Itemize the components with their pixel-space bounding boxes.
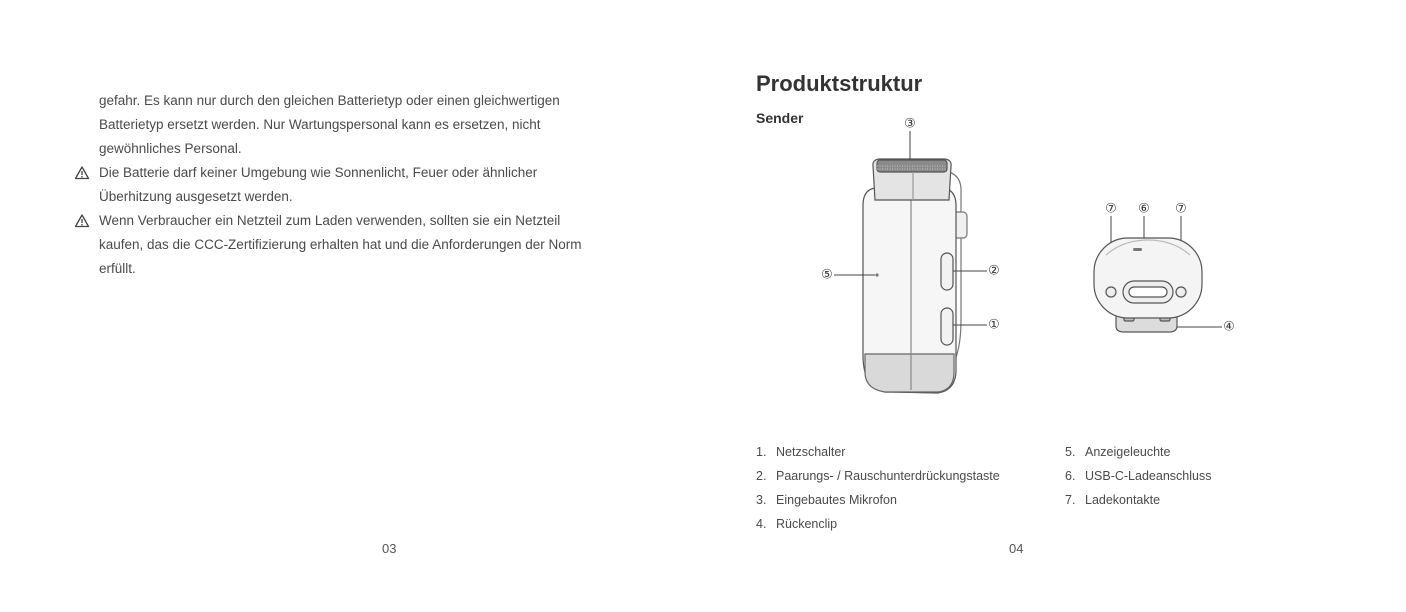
callout-6: ⑥ [1138,201,1150,217]
callout-1: ① [988,317,1000,333]
warning-line: Wenn Verbraucher ein Netzteil zum Laden verwenden, sollten sie ein Netzteil [99,213,561,228]
warning-line: erfüllt. [99,261,136,276]
page-number-left: 03 [382,541,397,556]
paragraph-line: gewöhnliches Personal. [99,141,242,156]
section-subtitle: Sender [756,110,804,126]
callout-7-right: ⑦ [1175,201,1187,217]
legend-item: 7. Ladekontakte [1065,493,1161,507]
callout-3: ③ [904,116,916,132]
callout-5: ⑤ [821,267,833,283]
section-title: Produktstruktur [756,71,923,96]
warning-item-heat [99,161,644,209]
legend-item: 1. Netzschalter [756,445,846,459]
battery-paragraph [99,89,644,161]
callout-4: ④ [1223,319,1235,335]
warning-triangle-icon [74,209,90,233]
legend-item: 2. Paarungs- / Rauschunterdrückungstaste [756,469,1000,483]
legend-item: 6. USB-C-Ladeanschluss [1065,469,1212,483]
warning-item-charger [99,209,644,281]
legend-item: 4. Rückenclip [756,517,838,531]
transmitter-side-view [863,159,967,393]
legend-item: 5. Anzeigeleuchte [1065,445,1171,459]
paragraph-line: Batterietyp ersetzt werden. Nur Wartungspersonal kann es ersetzen, nicht [99,117,541,132]
paragraph-line: gefahr. Es kann nur durch den gleichen Batterietyp oder einen gleichwertigen [99,93,560,108]
right-page [703,0,1406,612]
warning-line: Überhitzung ausgesetzt werden. [99,189,293,204]
transmitter-bottom-view [1094,238,1202,332]
warning-line: kaufen, das die CCC-Zertifizierung erhalten hat und die Anforderungen der Norm [99,237,582,252]
warning-triangle-icon [74,161,90,185]
callout-2: ② [988,263,1000,279]
warning-line: Die Batterie darf keiner Umgebung wie Sonnenlicht, Feuer oder ähnlicher [99,165,538,180]
page-number-right: 04 [1009,541,1024,556]
callout-7-left: ⑦ [1105,201,1117,217]
legend-item: 3. Eingebautes Mikrofon [756,493,897,507]
